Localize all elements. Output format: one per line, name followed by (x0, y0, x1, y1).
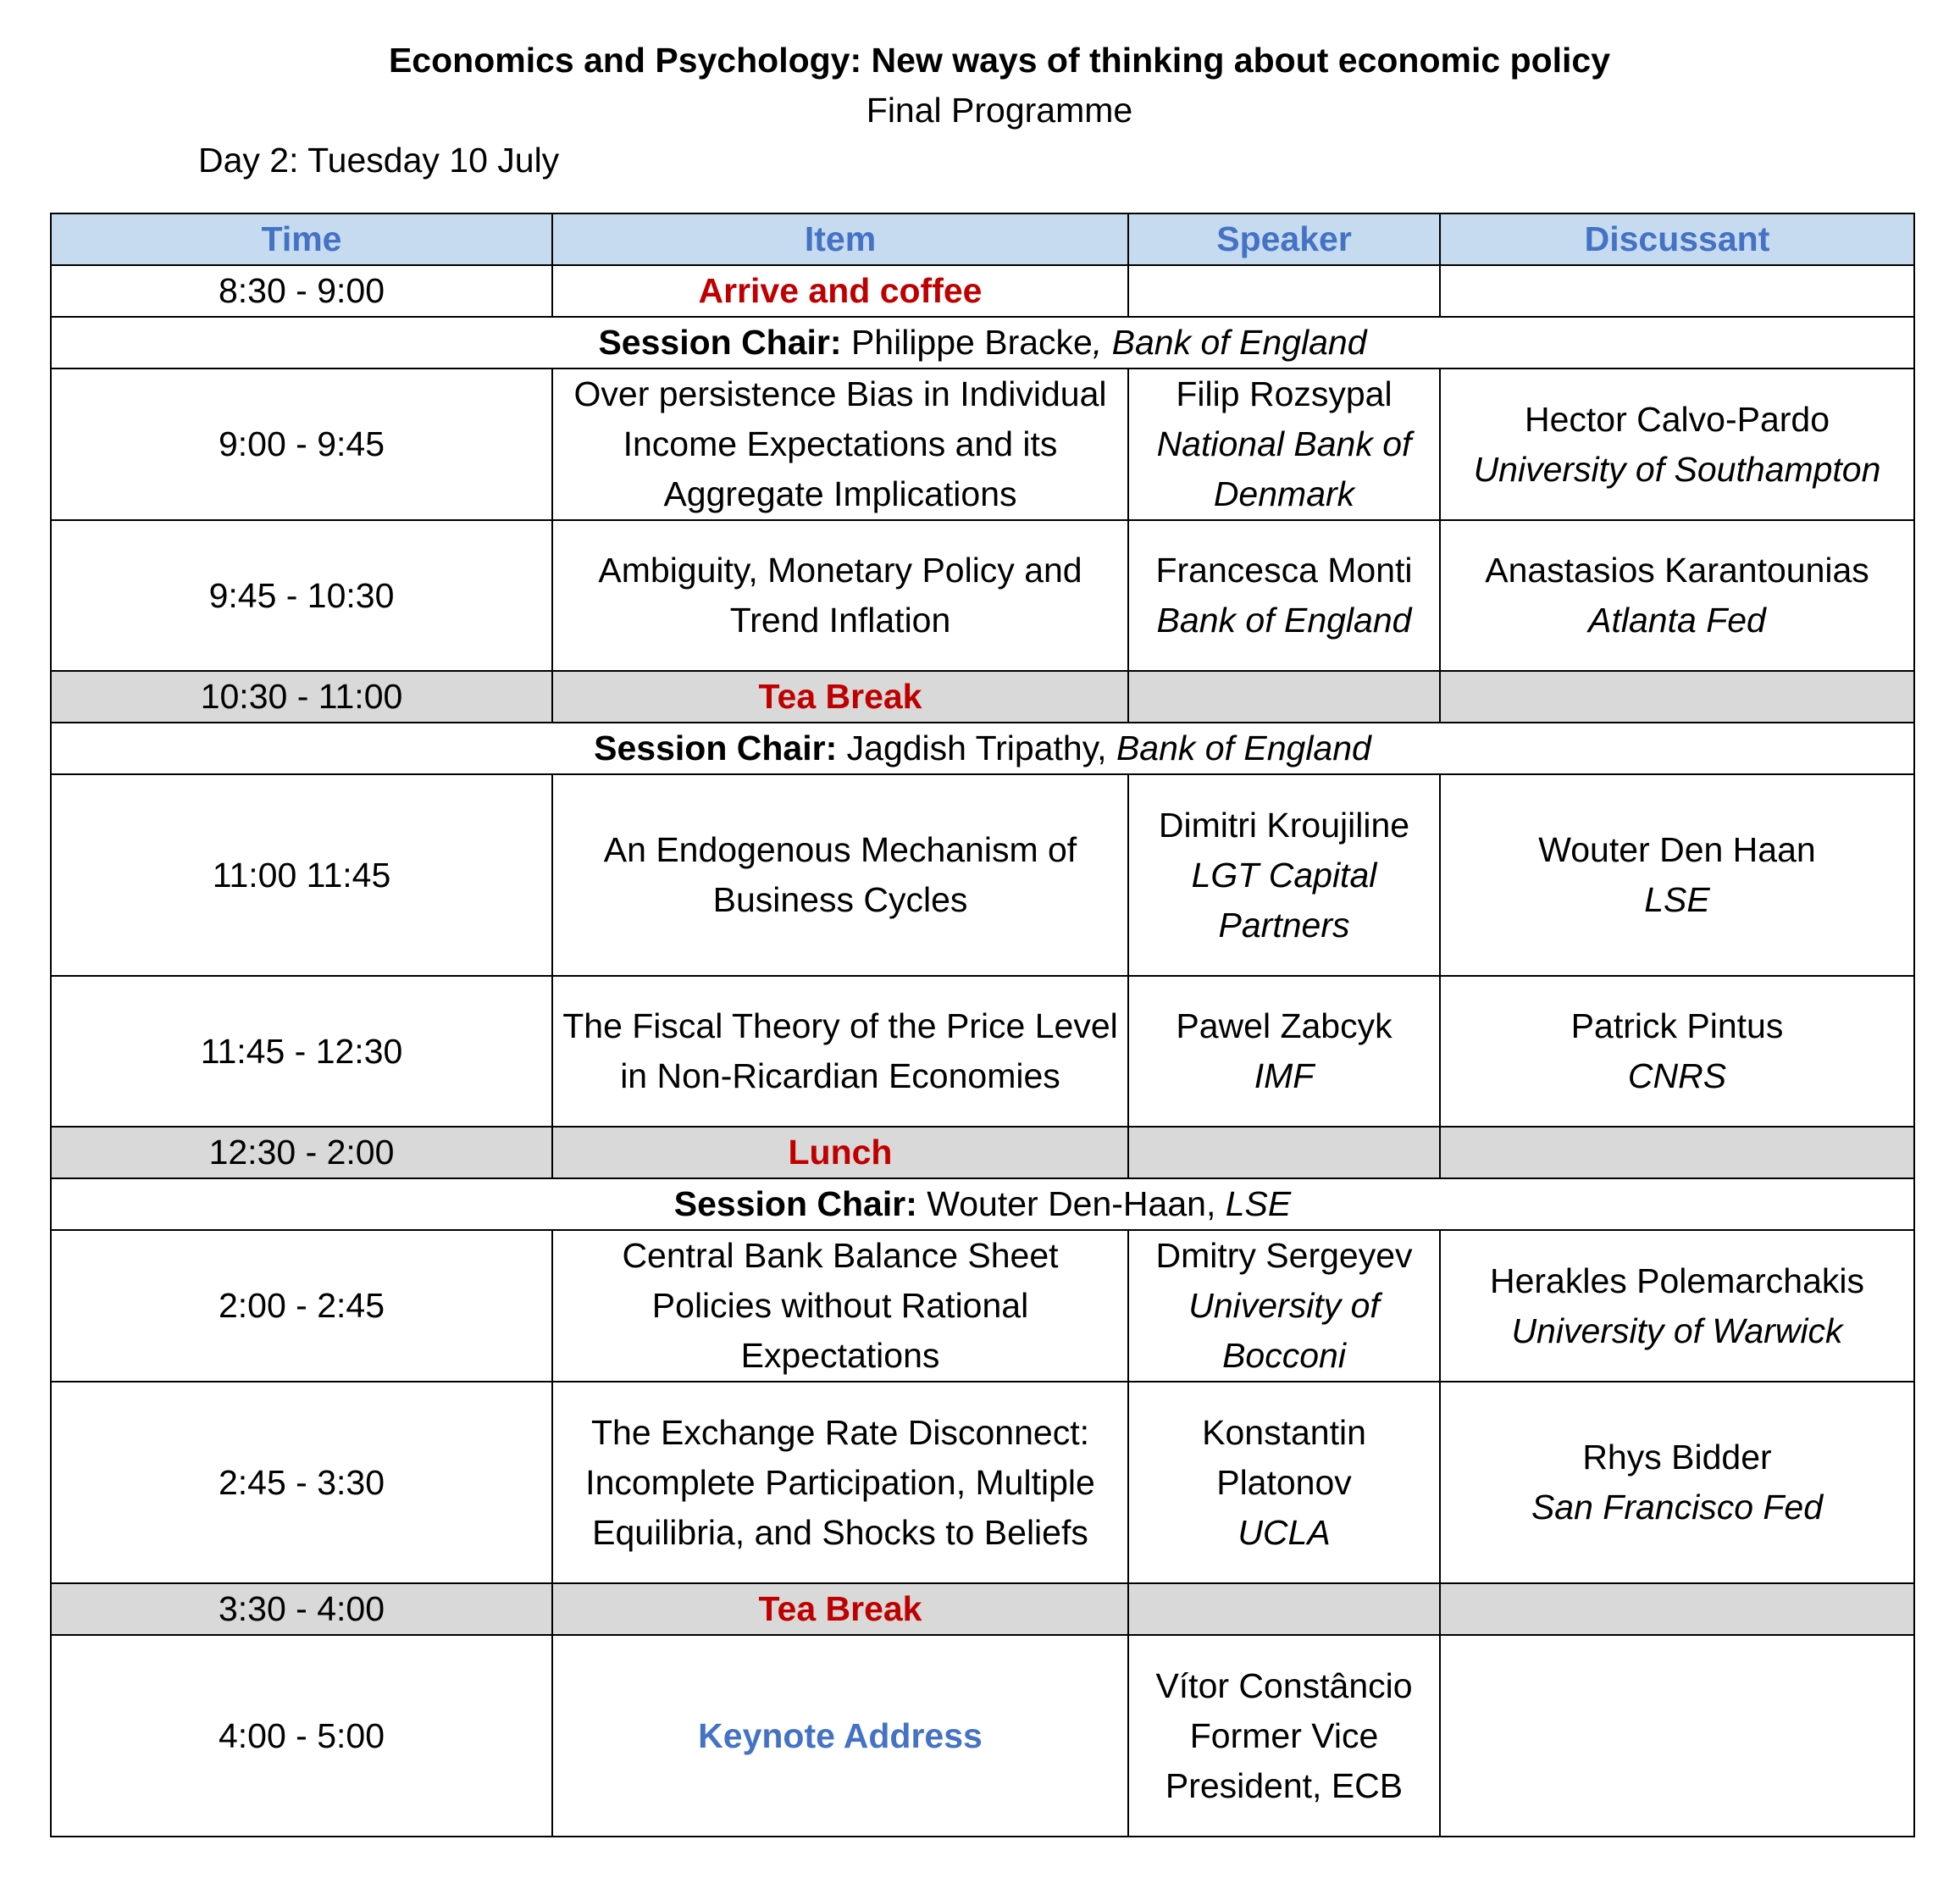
item-cell: Keynote Address (552, 1635, 1128, 1837)
session-chair-org: Bank of England (1116, 729, 1371, 767)
discussant-name: Patrick Pintus (1570, 1006, 1784, 1045)
speaker-cell (1128, 265, 1440, 317)
speaker-affiliation: University of Bocconi (1188, 1286, 1380, 1375)
discussant-name: Anastasios Karantounias (1485, 551, 1869, 590)
item-cell: The Fiscal Theory of the Price Level in Non-Ricardian Economies (552, 976, 1128, 1127)
item-cell: Arrive and coffee (552, 265, 1128, 317)
session-chair-label: Session Chair: (598, 323, 842, 362)
table-row (51, 1230, 1914, 1382)
discussant-affiliation: San Francisco Fed (1531, 1488, 1824, 1527)
table-row (51, 368, 1914, 520)
session-chair-cell (51, 723, 1914, 774)
speaker-name: Konstantin Platonov (1202, 1412, 1366, 1502)
table-row (51, 774, 1914, 976)
speaker-cell (1128, 1127, 1440, 1178)
speaker-affiliation: Bank of England (1156, 601, 1412, 640)
session-chair-label: Session Chair: (673, 1184, 917, 1223)
page-title: Economics and Psychology: New ways of thinking about economic policy (388, 41, 1611, 80)
discussant-affiliation: CNRS (1627, 1056, 1727, 1095)
speaker-affiliation: UCLA (1237, 1512, 1331, 1552)
discussant-cell (1440, 1230, 1914, 1382)
speaker-name: Pawel Zabcyk (1176, 1006, 1392, 1045)
speaker-cell (1128, 774, 1440, 976)
time-cell: 2:45 - 3:30 (51, 1382, 552, 1583)
speaker-affiliation: National Bank of Denmark (1156, 424, 1412, 513)
speaker-cell (1128, 1583, 1440, 1635)
item-cell: Ambiguity, Monetary Policy and Trend Inflation (552, 520, 1128, 671)
speaker-cell (1128, 368, 1440, 520)
break-row (51, 1583, 1914, 1635)
discussant-cell (1440, 976, 1914, 1127)
item-cell: Tea Break (552, 1583, 1128, 1635)
discussant-cell (1440, 1583, 1914, 1635)
column-header-time: Time (51, 213, 552, 265)
session-chair-name: Wouter Den-Haan, (927, 1184, 1226, 1223)
time-cell: 9:45 - 10:30 (51, 520, 552, 671)
session-chair-name: Jagdish Tripathy, (846, 729, 1116, 767)
time-cell: 11:45 - 12:30 (51, 976, 552, 1127)
speaker-cell (1128, 1382, 1440, 1583)
time-cell: 2:00 - 2:45 (51, 1230, 552, 1382)
discussant-name: Wouter Den Haan (1538, 830, 1816, 869)
speaker-affiliation: IMF (1254, 1056, 1315, 1095)
item-cell: An Endogenous Mechanism of Business Cycles (552, 774, 1128, 976)
discussant-affiliation: University of Warwick (1511, 1310, 1843, 1350)
time-cell: 8:30 - 9:00 (51, 265, 552, 317)
speaker-name: Filip Rozsypal (1176, 374, 1392, 413)
session-chair-cell (51, 317, 1914, 368)
session-chair-org: LSE (1225, 1184, 1292, 1223)
day-heading: Day 2: Tuesday 10 July (198, 141, 560, 180)
discussant-cell (1440, 774, 1914, 976)
column-header-item: Item (552, 213, 1128, 265)
page-subtitle: Final Programme (866, 91, 1133, 130)
time-cell: 11:00 11:45 (51, 774, 552, 976)
discussant-cell (1440, 520, 1914, 671)
table-row (51, 265, 1914, 317)
item-cell: Tea Break (552, 671, 1128, 723)
session-chair-cell (51, 1178, 1914, 1230)
time-cell: 12:30 - 2:00 (51, 1127, 552, 1178)
session-chair-row (51, 317, 1914, 368)
time-cell: 9:00 - 9:45 (51, 368, 552, 520)
discussant-affiliation: LSE (1644, 880, 1710, 919)
discussant-name: Herakles Polemarchakis (1489, 1261, 1865, 1300)
discussant-cell (1440, 1127, 1914, 1178)
speaker-name: Francesca Monti (1155, 551, 1413, 590)
session-chair-label: Session Chair: (594, 729, 838, 767)
speaker-cell (1128, 1635, 1440, 1837)
speaker-cell (1128, 1230, 1440, 1382)
item-cell: Over persistence Bias in Individual Income Expectations and its Aggregate Implications (552, 368, 1128, 520)
table-row (51, 520, 1914, 671)
speaker-cell (1128, 976, 1440, 1127)
table-header-row (51, 213, 1914, 265)
session-chair-row (51, 1178, 1914, 1230)
session-chair-row (51, 723, 1914, 774)
session-chair-org: , Bank of England (1092, 323, 1367, 362)
item-cell: Central Bank Balance Sheet Policies without Rational Expectations (552, 1230, 1128, 1382)
discussant-cell (1440, 1382, 1914, 1583)
speaker-affiliation: LGT Capital Partners (1191, 855, 1377, 945)
break-row (51, 1127, 1914, 1178)
time-cell: 10:30 - 11:00 (51, 671, 552, 723)
time-cell: 3:30 - 4:00 (51, 1583, 552, 1635)
programme-table (50, 213, 1915, 1837)
discussant-cell (1440, 368, 1914, 520)
speaker-cell (1128, 671, 1440, 723)
speaker-name: Dmitry Sergeyev (1155, 1236, 1413, 1275)
speaker-cell (1128, 520, 1440, 671)
discussant-affiliation: University of Southampton (1473, 449, 1881, 489)
time-cell: 4:00 - 5:00 (51, 1635, 552, 1837)
discussant-name: Rhys Bidder (1582, 1438, 1772, 1477)
speaker-affiliation: Former Vice President, ECB (1165, 1715, 1404, 1805)
discussant-cell (1440, 671, 1914, 723)
speaker-name: Vítor Constâncio (1155, 1665, 1413, 1705)
discussant-cell (1440, 265, 1914, 317)
table-row (51, 976, 1914, 1127)
column-header-discussant: Discussant (1440, 213, 1914, 265)
discussant-name: Hector Calvo-Pardo (1524, 399, 1830, 439)
discussant-affiliation: Atlanta Fed (1588, 601, 1766, 640)
column-header-speaker: Speaker (1128, 213, 1440, 265)
discussant-cell (1440, 1635, 1914, 1837)
session-chair-name: Philippe Bracke (850, 323, 1093, 362)
break-row (51, 671, 1914, 723)
item-cell: The Exchange Rate Disconnect: Incomplete Participation, Multiple Equilibria, and Shocks to Beliefs (552, 1382, 1128, 1583)
speaker-name: Dimitri Kroujiline (1158, 805, 1410, 845)
table-row (51, 1382, 1914, 1583)
table-row (51, 1635, 1914, 1837)
item-cell: Lunch (552, 1127, 1128, 1178)
